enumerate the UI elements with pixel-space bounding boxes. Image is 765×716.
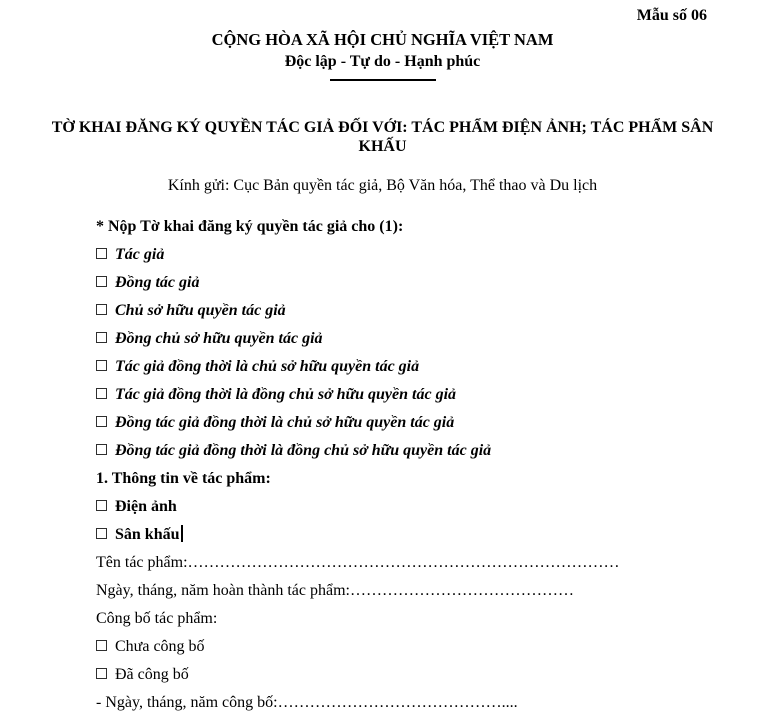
recipient-line: Kính gửi: Cục Bản quyền tác giả, Bộ Văn hóa, Thể thao và Du lịch [167,177,598,194]
header-divider [330,79,436,81]
declarant-option-label: Tác giả [115,246,165,263]
work-title-fill[interactable]: ……………………………………………………………………… [187,554,620,571]
checkbox-icon[interactable] [96,304,107,315]
declarant-option-label: Tác giả đồng thời là đồng chủ sở hữu quyền tác giả [115,386,457,403]
declarant-option-row [96,269,765,297]
publication-option-row [96,633,765,661]
work-section-heading: 1. Thông tin về tác phẩm: [96,470,271,487]
checkbox-icon[interactable] [96,276,107,287]
declarant-option-row [96,241,765,269]
completion-date-label: Ngày, tháng, năm hoàn thành tác phẩm: [96,582,350,599]
checkbox-icon[interactable] [96,528,107,539]
text-cursor [181,525,183,542]
national-header-motto: Độc lập - Tự do - Hạnh phúc [284,53,481,70]
publication-option-label: Chưa công bố [115,638,205,655]
publication-date-fill[interactable]: …………………………………….... [277,694,518,711]
work-type-row [96,493,765,521]
publication-date-label: - Ngày, tháng, năm công bố: [96,694,278,711]
form-body [96,213,765,716]
national-header-country: CỘNG HÒA XÃ HỘI CHỦ NGHĨA VIỆT NAM [211,30,554,49]
publication-status-label: Công bố tác phẩm: [96,610,218,627]
declarant-option-row [96,437,765,465]
work-type-label: Sân khấu [115,526,180,543]
declarant-option-label: Đồng chủ sở hữu quyền tác giả [115,330,323,347]
document-title: TỜ KHAI ĐĂNG KÝ QUYỀN TÁC GIẢ ĐỐI VỚI: TÁC PHẨM ĐIỆN ẢNH; TÁC PHẨM SÂN KHẤU [51,119,714,155]
completion-date-fill[interactable]: …………………………………… [350,582,574,599]
checkbox-icon[interactable] [96,248,107,259]
checkbox-icon[interactable] [96,444,107,455]
completion-date-field [96,577,765,605]
declarant-option-row [96,297,765,325]
declarant-option-row [96,381,765,409]
work-title-field [96,549,765,577]
declarant-option-row [96,353,765,381]
publication-option-label: Đã công bố [115,666,189,683]
declarant-option-label: Đồng tác giả đồng thời là đồng chủ sở hữu quyền tác giả [115,442,492,459]
declarant-option-row [96,325,765,353]
declarant-option-label: Đồng tác giả [115,274,200,291]
checkbox-icon[interactable] [96,668,107,679]
declarant-option-label: Tác giả đồng thời là chủ sở hữu quyền tác giả [115,358,420,375]
checkbox-icon[interactable] [96,500,107,511]
publication-date-field [96,689,765,716]
checkbox-icon[interactable] [96,388,107,399]
declarant-option-label: Chủ sở hữu quyền tác giả [115,302,286,319]
declarant-option-row [96,409,765,437]
checkbox-icon[interactable] [96,360,107,371]
work-title-label: Tên tác phẩm: [96,554,188,571]
form-number: Mẫu số 06 [636,7,707,24]
declarant-option-label: Đồng tác giả đồng thời là chủ sở hữu quyền tác giả [115,414,455,431]
work-type-label: Điện ảnh [115,498,177,515]
checkbox-icon[interactable] [96,416,107,427]
checkbox-icon[interactable] [96,332,107,343]
publication-option-row [96,661,765,689]
declarant-section-heading: * Nộp Tờ khai đăng ký quyền tác giả cho (1): [96,218,404,235]
checkbox-icon[interactable] [96,640,107,651]
work-type-row [96,521,765,549]
